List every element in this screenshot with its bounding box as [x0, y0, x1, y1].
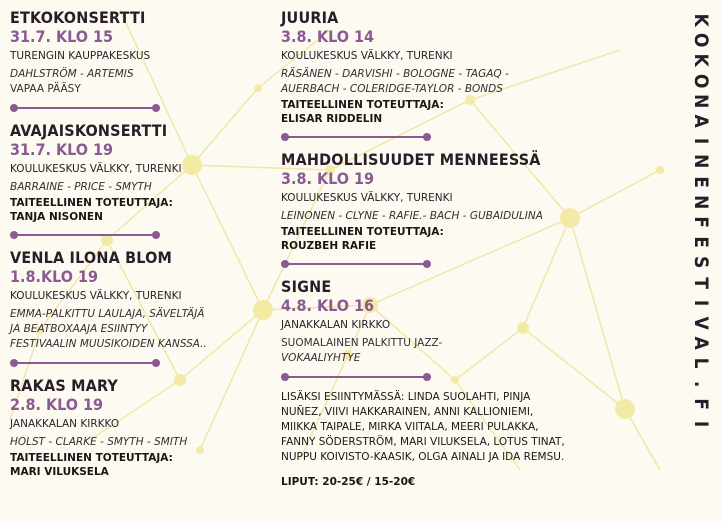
- event-venla-ilona-blom: [10, 248, 272, 352]
- director-name: ROUZBEH RAFIE: [281, 240, 377, 252]
- event-artists: LEINONEN - CLYNE - RAFIE.- BACH - GUBAIDULINA: [281, 210, 543, 222]
- performers-line: LISÄKSI ESIINTYMÄSSÄ: LINDA SUOLAHTI, PINJA: [281, 391, 531, 403]
- description-line: JA BEATBOXAAJA ESIINTYY: [10, 323, 148, 335]
- side-title-letter: F: [690, 398, 713, 410]
- event-title: AVAJAISKONSERTTI: [10, 121, 168, 140]
- side-title-letter: F: [690, 216, 713, 228]
- event-artists: BARRAINE - PRICE - SMYTH: [10, 181, 152, 193]
- section-divider: [281, 259, 431, 269]
- event-juuria: [281, 8, 611, 126]
- side-title-letter: N: [690, 93, 713, 109]
- artist-line: VAPAA PÄÄSY: [10, 83, 81, 95]
- event-title: JUURIA: [281, 8, 339, 27]
- event-date: 4.8. KLO 16: [281, 296, 375, 315]
- event-avajaiskonsertti: [10, 121, 272, 224]
- side-title-letter: T: [690, 276, 713, 289]
- event-artists: [281, 67, 611, 97]
- festival-website-vertical[interactable]: [686, 10, 716, 515]
- event-date: 1.8.KLO 19: [10, 267, 98, 286]
- event-rakas-mary: [10, 376, 272, 479]
- director-name: MARI VILUKSELA: [10, 466, 109, 478]
- middle-column: [281, 8, 611, 490]
- section-divider: [10, 358, 160, 368]
- event-description: [10, 307, 272, 352]
- section-divider: [281, 132, 431, 142]
- artist-line: RÄSÄNEN - DARVISHI - BOLOGNE - TAGAQ -: [281, 68, 509, 80]
- event-title: MAHDOLLISUUDET MENNEESSÄ: [281, 150, 541, 169]
- event-venue: KOULUKESKUS VÄLKKY, TURENKI: [281, 192, 453, 204]
- description-line: FESTIVAALIN MUUSIKOIDEN KANSSA..: [10, 338, 207, 350]
- performers-line: NUÑEZ, VIIVI HAKKARAINEN, ANNI KALLIONIEMI,: [281, 406, 534, 418]
- description-line: EMMA-PALKITTU LAULAJA, SÄVELTÄJÄ: [10, 308, 205, 320]
- performers-line: MIIKKA TAIPALE, MIRKA VIITALA, MEERI PULAKKA,: [281, 421, 539, 433]
- side-title-letter: N: [690, 194, 713, 210]
- side-title-letter: K: [690, 53, 713, 68]
- director-name: TANJA NISONEN: [10, 211, 103, 223]
- event-title: VENLA ILONA BLOM: [10, 248, 173, 267]
- director-label: TAITEELLINEN TOTEUTTAJA:: [10, 452, 173, 464]
- director-label: TAITEELLINEN TOTEUTTAJA:: [10, 197, 173, 209]
- event-venue: KOULUKESKUS VÄLKKY, TURENKI: [10, 163, 182, 175]
- description-line: SUOMALAINEN PALKITTU JAZZ-: [281, 337, 443, 349]
- event-venue: KOULUKESKUS VÄLKKY, TURENKI: [10, 290, 182, 302]
- side-title-letter: I: [690, 420, 713, 428]
- event-date: 3.8. KLO 14: [281, 27, 375, 46]
- event-date: 31.7. KLO 15: [10, 27, 114, 46]
- event-mahdollisuudet-menneessa: [281, 150, 611, 253]
- event-venue: JANAKKALAN KIRKKO: [10, 418, 120, 430]
- side-title-letter: I: [690, 299, 713, 307]
- event-description: [281, 336, 611, 366]
- side-title-letter: A: [690, 114, 713, 128]
- side-title-letter: V: [690, 316, 713, 330]
- section-divider: [10, 230, 160, 240]
- performers-line: FANNY SÖDERSTRÖM, MARI VILUKSELA, LOTUS TINAT,: [281, 436, 565, 448]
- event-date: 3.8. KLO 19: [281, 169, 375, 188]
- side-title-letter: I: [690, 138, 713, 145]
- description-line: VOKAALIYHTYE: [281, 352, 361, 364]
- event-venue: KOULUKESKUS VÄLKKY, TURENKI: [281, 50, 453, 62]
- event-artists: HOLST - CLARKE - SMYTH - SMITH: [10, 436, 188, 448]
- artist-line: DAHLSTRÖM - ARTEMIS: [10, 68, 134, 80]
- event-artists: [10, 67, 272, 97]
- event-date: 2.8. KLO 19: [10, 395, 104, 414]
- left-column: [10, 8, 272, 479]
- event-signe: [281, 277, 611, 366]
- artist-line: AUERBACH - COLERIDGE-TAYLOR - BONDS: [281, 83, 503, 95]
- side-title-letter: O: [690, 73, 713, 88]
- side-title-letter: L: [690, 358, 713, 370]
- director-name: ELISAR RIDDELIN: [281, 113, 383, 125]
- side-title-letter: K: [690, 13, 713, 27]
- ticket-prices: LIPUT: 20-25€ / 15-20€: [281, 476, 416, 488]
- event-etkokonsertti: [10, 8, 272, 97]
- event-title: SIGNE: [281, 277, 332, 296]
- event-date: 31.7. KLO 19: [10, 140, 114, 159]
- event-title: RAKAS MARY: [10, 376, 118, 395]
- event-venue: JANAKKALAN KIRKKO: [281, 319, 391, 331]
- side-title-letter: O: [690, 33, 713, 48]
- side-title-letter: .: [690, 380, 713, 388]
- section-divider: [10, 103, 160, 113]
- event-venue: TURENGIN KAUPPAKESKUS: [10, 50, 151, 62]
- additional-performers: [281, 390, 611, 465]
- director-label: TAITEELLINEN TOTEUTTAJA:: [281, 226, 444, 238]
- side-title-letter: N: [690, 154, 713, 169]
- side-title-letter: E: [690, 236, 713, 249]
- section-divider: [281, 372, 431, 382]
- performers-line: NUPPU KOIVISTO-KAASIK, OLGA AINALI JA IDA REMSU.: [281, 451, 565, 463]
- side-title-letter: E: [690, 175, 713, 188]
- director-label: TAITEELLINEN TOTEUTTAJA:: [281, 99, 444, 111]
- side-title-letter: A: [690, 336, 713, 350]
- event-title: ETKOKONSERTTI: [10, 8, 146, 27]
- side-title-letter: S: [690, 256, 713, 269]
